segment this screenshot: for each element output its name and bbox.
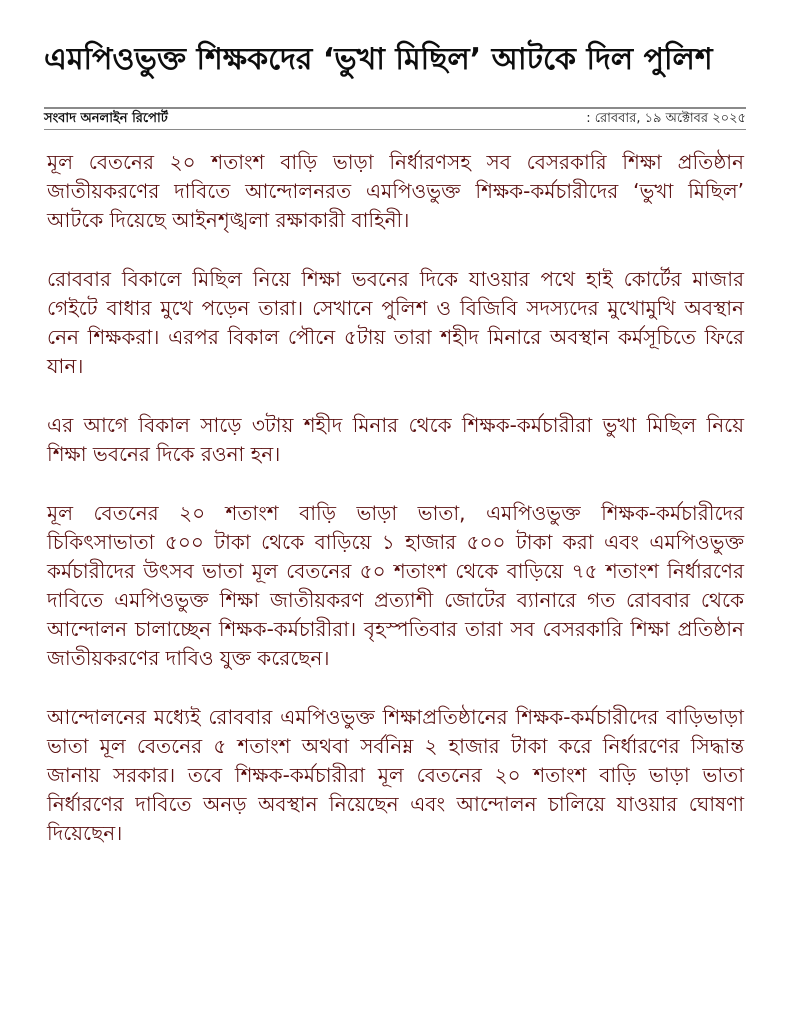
paragraph-5: আন্দোলনের মধ্যেই রোববার এমপিওভুক্ত শিক্ষাপ্রতিষ্ঠানের শিক্ষক-কর্মচারীদের বাড়িভাড়া ভাতা মূল বেতনের ৫ শতাংশ অথবা সর্বনিম্ন ২ হাজার টাকা করে নির্ধারণের সিদ্ধান্ত জানায় সরকার। তবে শিক্ষক-কর্মচারীরা মূল বেতনের ২০ শতাংশ বাড়ি ভাড়া ভাতা নির্ধারণের দাবিতে অনড় অবস্থান নিয়েছেন এবং আন্দোলন চালিয়ে যাওয়ার ঘোষণা দিয়েছেন। (47, 705, 744, 845)
article-body (47, 148, 744, 878)
byline: সংবাদ অনলাইন রিপোর্ট (44, 111, 168, 126)
paragraph-4: মূল বেতনের ২০ শতাংশ বাড়ি ভাড়া ভাতা, এমপিওভুক্ত শিক্ষক-কর্মচারীদের চিকিৎসাভাতা ৫০০ টাকা থেকে বাড়িয়ে ১ হাজার ৫০০ টাকা করা এবং এমপিওভুক্ত কর্মচারীদের উৎসব ভাতা মূল বেতনের ৫০ শতাংশ থেকে বাড়িয়ে ৭৫ শতাংশ নির্ধারণের দাবিতে এমপিওভুক্ত শিক্ষা জাতীয়করণ প্রত্যাশী জোটের ব্যানারে গত রোববার থেকে আন্দোলন চালাচ্ছেন শিক্ষক-কর্মচারীরা। বৃহস্পতিবার তারা সব বেসরকারি শিক্ষা প্রতিষ্ঠান জাতীয়করণের দাবিও যুক্ত করেছেন। (47, 501, 744, 670)
paragraph-2: রোববার বিকালে মিছিল নিয়ে শিক্ষা ভবনের দিকে যাওয়ার পথে হাই কোর্টের মাজার গেইটে বাধার মুখে পড়েন তারা। সেখানে পুলিশ ও বিজিবি সদস্যদের মুখোমুখি অবস্থান নেন শিক্ষকরা। এরপর বিকাল পৌনে ৫টায় তারা শহীদ মিনারে অবস্থান কর্মসূচিতে ফিরে যান। (47, 267, 744, 378)
paragraph-3: এর আগে বিকাল সাড়ে ৩টায় শহীদ মিনার থেকে শিক্ষক-কর্মচারীরা ভুখা মিছিল নিয়ে শিক্ষা ভবনের দিকে রওনা হন। (47, 413, 744, 466)
header-rule-bottom (44, 129, 746, 130)
dateline: : রোববার, ১৯ অক্টোবর ২০২৫ (586, 111, 746, 126)
article-headline: এমপিওভুক্ত শিক্ষকদের ‘ভুখা মিছিল’ আটকে দিল পুলিশ (44, 42, 713, 77)
header-rule-top (44, 107, 746, 109)
paragraph-1: মূল বেতনের ২০ শতাংশ বাড়ি ভাড়া নির্ধারণসহ সব বেসরকারি শিক্ষা প্রতিষ্ঠান জাতীয়করণের দাবিতে আন্দোলনরত এমপিওভুক্ত শিক্ষক-কর্মচারীদের ‘ভুখা মিছিল’ আটকে দিয়েছে আইনশৃঙ্খলা রক্ষাকারী বাহিনী। (47, 150, 744, 232)
